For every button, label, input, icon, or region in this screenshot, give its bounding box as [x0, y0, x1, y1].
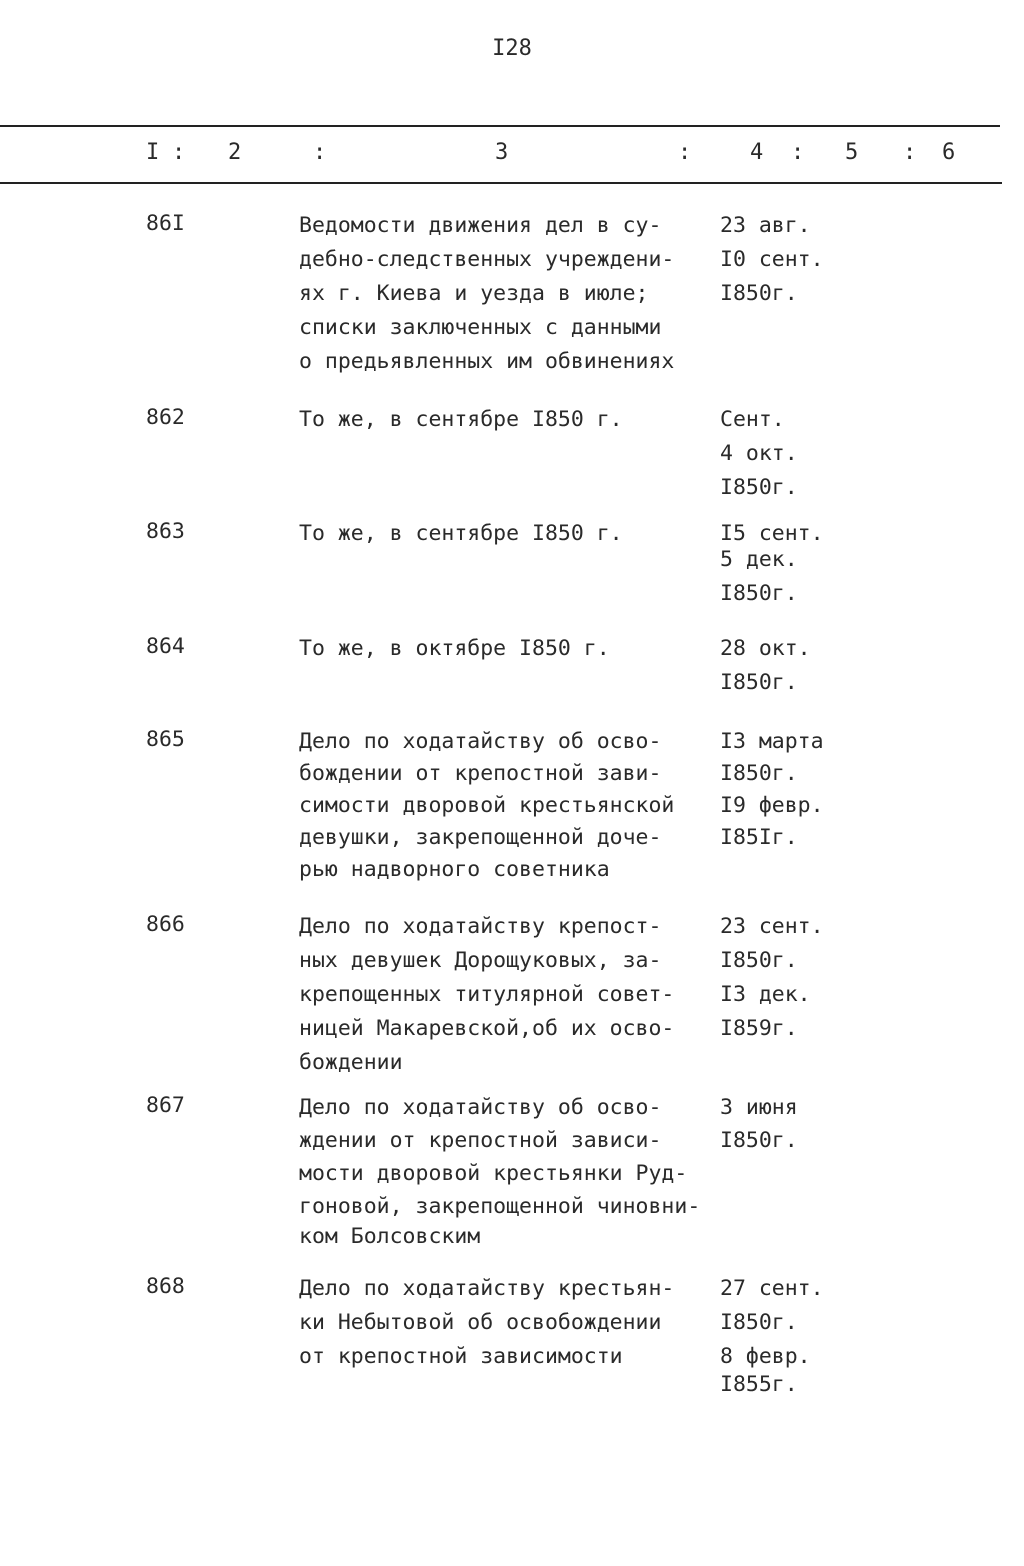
date-line: I850г.: [720, 281, 798, 306]
entry-dates: [720, 517, 824, 611]
description-line: То же, в сентябре I850 г.: [299, 521, 623, 546]
date-line: I850г.: [720, 1128, 798, 1153]
column-separator: :: [678, 140, 692, 165]
description-line: Дело по ходатайству об осво-: [299, 729, 662, 754]
date-line: I3 дек.: [720, 982, 811, 1007]
description-line: ях г. Киева и уезда в июле;: [299, 281, 649, 306]
entry-number: 864: [146, 634, 185, 659]
entry-description: [299, 1091, 700, 1250]
entry-description: [299, 517, 623, 551]
column-header-6: 6: [942, 140, 956, 165]
description-line: Дело по ходатайству крестьян-: [299, 1276, 675, 1301]
column-header-2: 2: [228, 140, 242, 165]
date-line: I850г.: [720, 670, 798, 695]
description-line: симости дворовой крестьянской: [299, 793, 675, 818]
description-line: бождении: [299, 1050, 403, 1075]
description-line: списки заключенных с данными: [299, 315, 662, 340]
entry-dates: [720, 725, 824, 853]
column-header-4: 4: [750, 140, 764, 165]
date-line: I0 сент.: [720, 247, 824, 272]
entry-dates: [720, 403, 798, 505]
date-line: 8 февр.: [720, 1344, 811, 1369]
date-line: 5 дек.: [720, 547, 798, 572]
entry-dates: [720, 910, 824, 1046]
date-line: 23 авг.: [720, 213, 811, 238]
column-separator: :: [313, 140, 327, 165]
date-line: I9 февр.: [720, 793, 824, 818]
date-line: 27 сент.: [720, 1276, 824, 1301]
description-line: гоновой, закрепощенной чиновни-: [299, 1194, 701, 1219]
entry-number: 868: [146, 1274, 185, 1299]
entry-description: [299, 910, 674, 1080]
entry-description: [299, 403, 623, 437]
description-line: о предьявленных им обвинениях: [299, 349, 675, 374]
column-header-3: 3: [495, 140, 509, 165]
description-line: рью надворного советника: [299, 857, 610, 882]
description-line: ницей Макаревской,об их осво-: [299, 1016, 675, 1041]
column-separator: :: [791, 140, 805, 165]
date-line: I859г.: [720, 1016, 798, 1041]
entry-description: [299, 632, 610, 666]
entry-dates: [720, 1091, 798, 1157]
header-top-rule: [0, 125, 1000, 127]
date-line: 3 июня: [720, 1095, 798, 1120]
description-line: ки Небытовой об освобождении: [299, 1310, 662, 1335]
description-line: мости дворовой крестьянки Руд-: [299, 1161, 688, 1186]
entry-description: [299, 1272, 674, 1374]
description-line: от крепостной зависимости: [299, 1344, 623, 1369]
date-line: I850г.: [720, 581, 798, 606]
column-header-1: I: [146, 140, 160, 165]
entry-number: 865: [146, 727, 185, 752]
entry-number: 866: [146, 912, 185, 937]
date-line: I85Iг.: [720, 825, 798, 850]
entry-number: 862: [146, 405, 185, 430]
date-line: I850г.: [720, 475, 798, 500]
entry-number: 867: [146, 1093, 185, 1118]
date-line: I850г.: [720, 1310, 798, 1335]
description-line: ных девушек Дорощуковых, за-: [299, 948, 662, 973]
column-separator: :: [172, 140, 186, 165]
entry-dates: [720, 632, 811, 700]
date-line: 28 окт.: [720, 636, 811, 661]
entry-dates: [720, 1272, 824, 1402]
header-bottom-rule: [0, 182, 1002, 184]
entry-number: 863: [146, 519, 185, 544]
description-line: крепощенных титулярной совет-: [299, 982, 675, 1007]
date-line: 23 сент.: [720, 914, 824, 939]
description-line: Ведомости движения дел в су-: [299, 213, 662, 238]
date-line: I850г.: [720, 948, 798, 973]
column-separator: :: [903, 140, 917, 165]
column-header-5: 5: [845, 140, 859, 165]
page-number: I28: [492, 36, 532, 61]
description-line: Дело по ходатайству крепост-: [299, 914, 662, 939]
date-line: Сент.: [720, 407, 785, 432]
description-line: ждении от крепостной зависи-: [299, 1128, 662, 1153]
description-line: девушки, закрепощенной доче-: [299, 825, 662, 850]
entry-dates: [720, 209, 824, 311]
entry-description: [299, 725, 674, 885]
description-line: дебно-следственных учреждени-: [299, 247, 675, 272]
date-line: 4 окт.: [720, 441, 798, 466]
date-line: I5 сент.: [720, 521, 824, 546]
date-line: I850г.: [720, 761, 798, 786]
date-line: I855г.: [720, 1372, 798, 1397]
description-line: Дело по ходатайству об осво-: [299, 1095, 662, 1120]
description-line: То же, в октябре I850 г.: [299, 636, 610, 661]
description-line: бождении от крепостной зави-: [299, 761, 662, 786]
date-line: I3 марта: [720, 729, 824, 754]
description-line: То же, в сентябре I850 г.: [299, 407, 623, 432]
entry-description: [299, 209, 674, 379]
description-line: ком Болсовским: [299, 1224, 481, 1249]
entry-number: 86I: [146, 211, 185, 236]
